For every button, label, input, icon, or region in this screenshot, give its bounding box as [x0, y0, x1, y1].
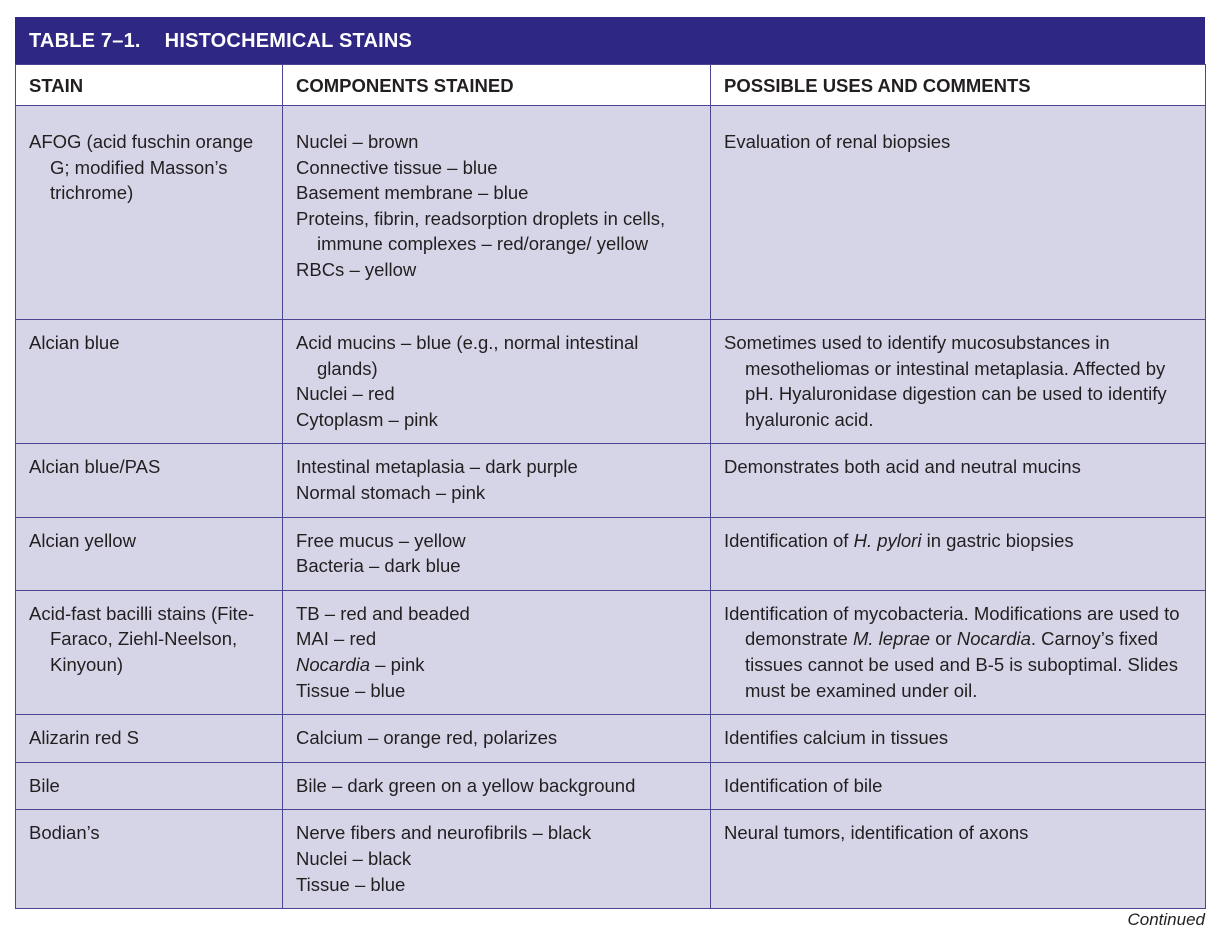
comments-cell: Identifies calcium in tissues — [711, 715, 1206, 763]
comments-cell: Neural tumors, identification of axons — [711, 810, 1206, 909]
table-title: HISTOCHEMICAL STAINS — [164, 30, 413, 52]
organism-name: H. pylori — [853, 529, 922, 551]
organism-name: Nocardia — [296, 653, 371, 675]
table-title-bar — [15, 17, 1205, 64]
comments-cell: Demonstrates both acid and neutral mucins — [711, 444, 1206, 517]
components-cell: Bile – dark green on a yellow background — [283, 762, 711, 810]
components-cell: Nuclei – brown Connective tissue – blue Basement membrane – blue Proteins, fibrin, readsorption droplets in cells, immune complexes – red/orange/ yellow RBCs – yellow — [283, 106, 711, 320]
header-row — [16, 65, 1206, 106]
components-cell: Acid mucins – blue (e.g., normal intestinal glands) Nuclei – red Cytoplasm – pink — [283, 320, 711, 444]
stains-grid — [15, 64, 1206, 909]
organism-name: M. leprae — [852, 628, 931, 650]
comments-cell: Identification of bile — [711, 762, 1206, 810]
components-cell: Calcium – orange red, polarizes — [283, 715, 711, 763]
table-row — [16, 590, 1206, 714]
table-number: TABLE 7–1. — [29, 30, 141, 52]
header-stain: STAIN — [16, 65, 283, 106]
table-row — [16, 715, 1206, 763]
table-row — [16, 444, 1206, 517]
stain-cell: Bile — [16, 762, 283, 810]
components-cell: Intestinal metaplasia – dark purple Normal stomach – pink — [283, 444, 711, 517]
stain-cell: Alizarin red S — [16, 715, 283, 763]
components-cell: Nerve fibers and neurofibrils – black Nuclei – black Tissue – blue — [283, 810, 711, 909]
comments-cell: Identification of mycobacteria. Modifications are used to demonstrate M. leprae or Nocardia. Carnoy’s fixed tissues cannot be used and B-5 is suboptimal. Slides must be examined under oil. — [711, 590, 1206, 714]
stain-cell: Bodian’s — [16, 810, 283, 909]
stain-cell: AFOG (acid fuschin orange G; modified Masson’s trichrome) — [16, 106, 283, 320]
table-row — [16, 810, 1206, 909]
stain-cell: Alcian blue — [16, 320, 283, 444]
components-cell: Free mucus – yellow Bacteria – dark blue — [283, 517, 711, 590]
table-row — [16, 517, 1206, 590]
organism-name: Nocardia — [956, 628, 1031, 650]
header-comments: POSSIBLE USES AND COMMENTS — [711, 65, 1206, 106]
stain-cell: Acid-fast bacilli stains (Fite-Faraco, Ziehl-Neelson, Kinyoun) — [16, 590, 283, 714]
stain-cell: Alcian yellow — [16, 517, 283, 590]
table-row — [16, 762, 1206, 810]
stains-table — [15, 17, 1205, 909]
table-row — [16, 320, 1206, 444]
comments-cell: Evaluation of renal biopsies — [711, 106, 1206, 320]
comments-cell: Sometimes used to identify mucosubstances in mesotheliomas or intestinal metaplasia. Affected by pH. Hyaluronidase digestion can be used to identify hyaluronic acid. — [711, 320, 1206, 444]
header-components: COMPONENTS STAINED — [283, 65, 711, 106]
stain-cell: Alcian blue/PAS — [16, 444, 283, 517]
continued-label: Continued — [1127, 910, 1205, 929]
comments-cell: Identification of H. pylori in gastric biopsies — [711, 517, 1206, 590]
components-cell: TB – red and beaded MAI – red Nocardia – pink Tissue – blue — [283, 590, 711, 714]
table-row — [16, 106, 1206, 320]
